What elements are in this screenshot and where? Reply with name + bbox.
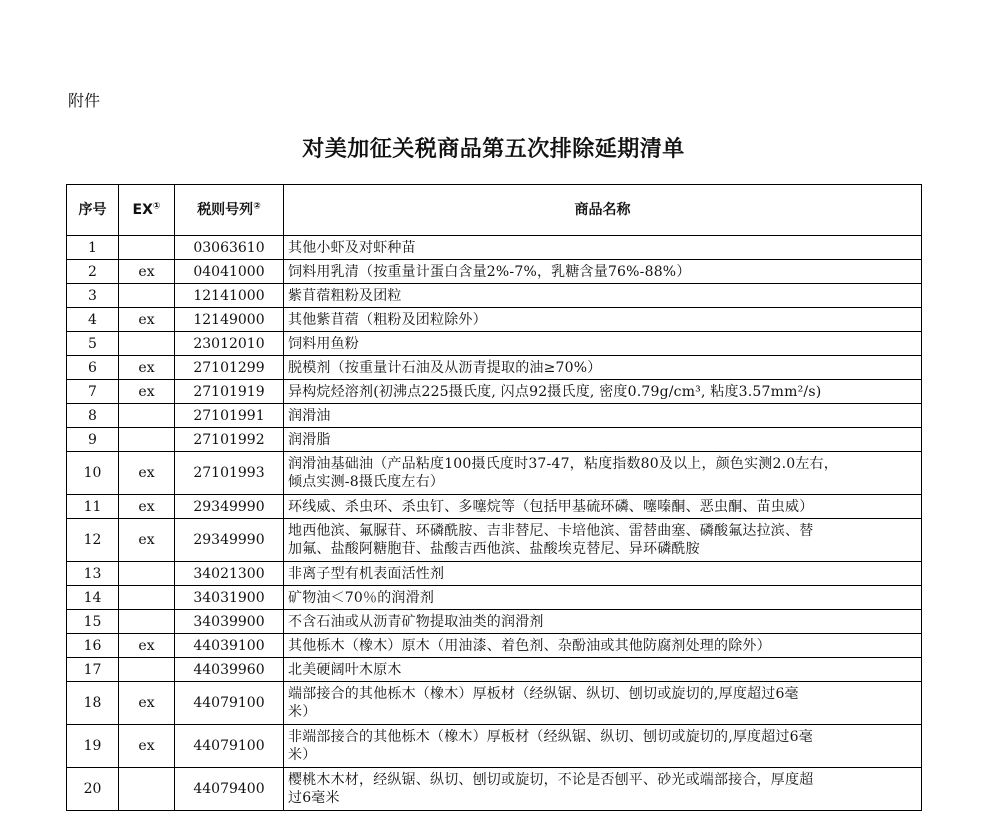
header-seq: 序号 <box>67 185 119 236</box>
row-product-name <box>284 495 922 519</box>
attachment-label: 附件 <box>68 91 101 110</box>
table-row <box>67 452 922 495</box>
table-row <box>67 725 922 768</box>
product-name-line: 米） <box>288 747 317 763</box>
row-tariff-code: 44079100 <box>175 725 284 768</box>
row-product-name <box>284 236 922 260</box>
row-ex: ex <box>119 682 175 725</box>
header-ex: EX① <box>119 185 175 236</box>
product-name-line: 地西他滨、氟脲苷、环磷酰胺、吉非替尼、卡培他滨、雷替曲塞、磷酸氟达拉滨、替 <box>288 523 814 539</box>
product-name-line: 环线威、杀虫环、杀虫钉、多噻烷等（包括甲基硫环磷、噻嗪酮、恶虫酮、苗虫威） <box>288 498 814 515</box>
product-name-line: 润滑脂 <box>288 431 331 448</box>
row-product-name <box>284 428 922 452</box>
row-ex: ex <box>119 519 175 562</box>
product-name-line: 紫苜蓿粗粉及团粒 <box>288 287 402 304</box>
row-product-name <box>284 725 922 768</box>
product-name-line: 矿物油＜70％的润滑剂 <box>288 589 435 606</box>
document-title: 对美加征关税商品第五次排除延期清单 <box>302 137 685 162</box>
product-name-line: 米） <box>288 704 317 720</box>
row-ex <box>119 658 175 682</box>
row-seq: 9 <box>67 428 119 452</box>
table-row <box>67 519 922 562</box>
row-seq: 13 <box>67 562 119 586</box>
row-ex <box>119 768 175 811</box>
row-ex: ex <box>119 308 175 332</box>
row-seq: 8 <box>67 404 119 428</box>
table-row <box>67 332 922 356</box>
row-tariff-code: 44039960 <box>175 658 284 682</box>
product-name-line: 过6毫米 <box>288 790 340 806</box>
row-tariff-code: 12149000 <box>175 308 284 332</box>
row-seq: 5 <box>67 332 119 356</box>
table-row <box>67 260 922 284</box>
row-ex: ex <box>119 495 175 519</box>
row-tariff-code: 44079400 <box>175 768 284 811</box>
row-tariff-code: 23012010 <box>175 332 284 356</box>
row-tariff-code: 34021300 <box>175 562 284 586</box>
row-product-name <box>284 356 922 380</box>
row-seq: 11 <box>67 495 119 519</box>
header-ex-note: ① <box>152 201 161 212</box>
row-product-name <box>284 519 922 562</box>
row-product-name <box>284 404 922 428</box>
row-product-name <box>284 260 922 284</box>
product-name-line: 不含石油或从沥青矿物提取油类的润滑剂 <box>288 613 544 630</box>
row-ex <box>119 404 175 428</box>
row-seq: 12 <box>67 519 119 562</box>
row-ex <box>119 284 175 308</box>
row-tariff-code: 27101919 <box>175 380 284 404</box>
row-ex: ex <box>119 634 175 658</box>
row-seq: 2 <box>67 260 119 284</box>
product-name-line: 其他小虾及对虾种苗 <box>288 239 416 256</box>
row-seq: 18 <box>67 682 119 725</box>
row-product-name <box>284 380 922 404</box>
row-product-name <box>284 452 922 495</box>
row-product-name <box>284 634 922 658</box>
row-ex: ex <box>119 725 175 768</box>
table-row <box>67 562 922 586</box>
header-code: 税则号列② <box>175 185 284 236</box>
row-seq: 6 <box>67 356 119 380</box>
table-row <box>67 586 922 610</box>
product-name-line: 润滑油 <box>288 407 331 424</box>
header-code-note: ② <box>253 201 261 212</box>
product-name-line: 其他栎木（橡木）原木（用油漆、着色剂、杂酚油或其他防腐剂处理的除外） <box>288 637 771 654</box>
row-seq: 3 <box>67 284 119 308</box>
header-name: 商品名称 <box>284 185 922 236</box>
row-ex: ex <box>119 452 175 495</box>
table-row <box>67 428 922 452</box>
row-ex <box>119 610 175 634</box>
product-name-line: 北美硬阔叶木原木 <box>288 661 402 678</box>
row-seq: 15 <box>67 610 119 634</box>
row-ex <box>119 236 175 260</box>
product-name-line: 脱模剂（按重量计石油及从沥青提取的油≥70%） <box>288 359 602 376</box>
row-tariff-code: 03063610 <box>175 236 284 260</box>
row-tariff-code: 27101992 <box>175 428 284 452</box>
table-row <box>67 308 922 332</box>
table-row <box>67 356 922 380</box>
product-name-line: 异构烷烃溶剂(初沸点225摄氏度, 闪点92摄氏度, 密度0.79g/cm³, 粘度3.57mm²/s) <box>288 383 822 400</box>
row-seq: 14 <box>67 586 119 610</box>
table-row <box>67 658 922 682</box>
row-tariff-code: 44039100 <box>175 634 284 658</box>
row-seq: 1 <box>67 236 119 260</box>
table-row <box>67 284 922 308</box>
product-name-line: 加氟、盐酸阿糖胞苷、盐酸吉西他滨、盐酸埃克替尼、异环磷酰胺 <box>288 541 700 557</box>
row-product-name <box>284 284 922 308</box>
row-seq: 4 <box>67 308 119 332</box>
row-product-name <box>284 682 922 725</box>
row-seq: 20 <box>67 768 119 811</box>
product-name-line: 饲料用鱼粉 <box>288 335 359 352</box>
table-row <box>67 610 922 634</box>
row-product-name <box>284 658 922 682</box>
table-header-row <box>67 185 922 236</box>
row-tariff-code: 29349990 <box>175 495 284 519</box>
row-tariff-code: 34039900 <box>175 610 284 634</box>
product-name-line: 非离子型有机表面活性剂 <box>288 565 445 582</box>
product-name-line: 其他紫苜蓿（粗粉及团粒除外） <box>288 311 487 328</box>
table-row <box>67 634 922 658</box>
table-row <box>67 768 922 811</box>
row-ex <box>119 332 175 356</box>
table-row <box>67 404 922 428</box>
row-product-name <box>284 308 922 332</box>
row-product-name <box>284 562 922 586</box>
row-tariff-code: 34031900 <box>175 586 284 610</box>
row-product-name <box>284 332 922 356</box>
row-tariff-code: 12141000 <box>175 284 284 308</box>
exclusion-list-table <box>66 184 922 811</box>
product-name-line: 端部接合的其他栎木（橡木）厚板材（经纵锯、纵切、刨切或旋切的,厚度超过6毫 <box>288 686 799 702</box>
table-row <box>67 495 922 519</box>
table-row <box>67 236 922 260</box>
row-seq: 16 <box>67 634 119 658</box>
row-seq: 10 <box>67 452 119 495</box>
product-name-line: 饲料用乳清（按重量计蛋白含量2%-7%，乳糖含量76%-88%） <box>288 263 691 280</box>
row-product-name <box>284 610 922 634</box>
product-name-line: 倾点实测-8摄氏度左右） <box>288 474 445 490</box>
row-tariff-code: 27101299 <box>175 356 284 380</box>
row-product-name <box>284 768 922 811</box>
row-ex <box>119 428 175 452</box>
row-ex: ex <box>119 380 175 404</box>
table-row <box>67 380 922 404</box>
row-seq: 17 <box>67 658 119 682</box>
row-tariff-code: 27101991 <box>175 404 284 428</box>
product-name-line: 樱桃木木材，经纵锯、纵切、刨切或旋切，不论是否刨平、砂光或端部接合，厚度超 <box>288 772 814 788</box>
row-ex: ex <box>119 356 175 380</box>
row-ex <box>119 562 175 586</box>
row-ex <box>119 586 175 610</box>
row-seq: 7 <box>67 380 119 404</box>
row-seq: 19 <box>67 725 119 768</box>
table-row <box>67 682 922 725</box>
row-ex: ex <box>119 260 175 284</box>
product-name-line: 润滑油基础油（产品粘度100摄氏度时37-47，粘度指数80及以上，颜色实测2.0左右， <box>288 456 838 472</box>
row-tariff-code: 04041000 <box>175 260 284 284</box>
row-product-name <box>284 586 922 610</box>
row-tariff-code: 27101993 <box>175 452 284 495</box>
row-tariff-code: 44079100 <box>175 682 284 725</box>
row-tariff-code: 29349990 <box>175 519 284 562</box>
product-name-line: 非端部接合的其他栎木（橡木）厚板材（经纵锯、纵切、刨切或旋切的,厚度超过6毫 <box>288 729 813 745</box>
